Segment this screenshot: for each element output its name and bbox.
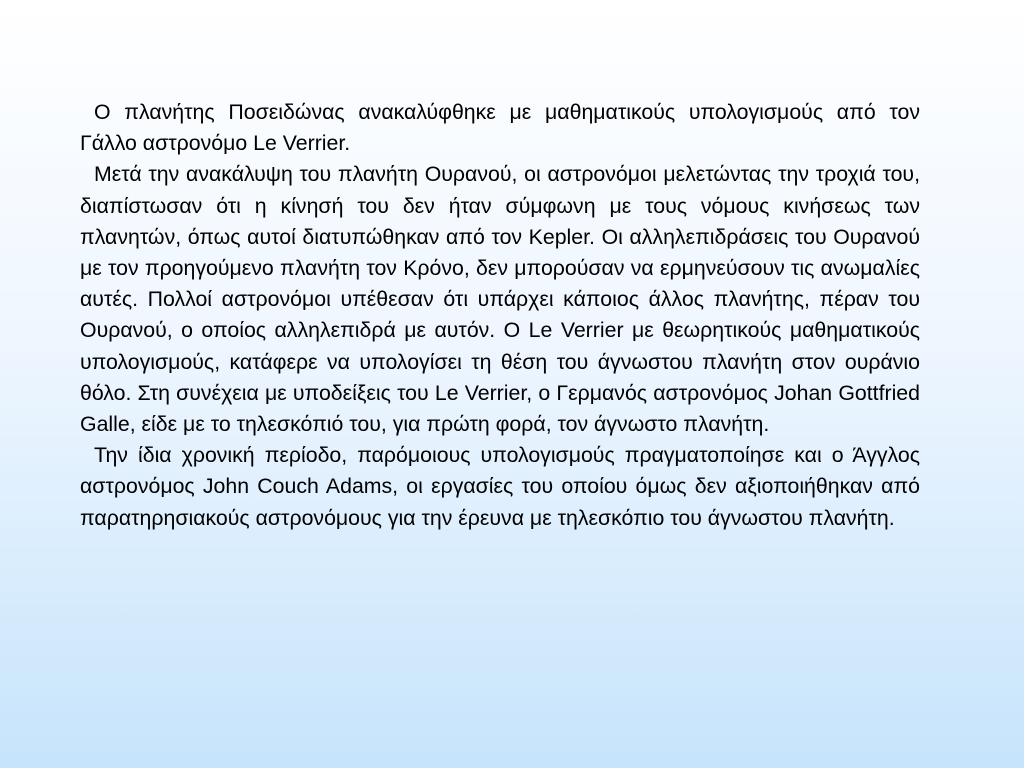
paragraph-adams-calculations: Την ίδια χρονική περίοδο, παρόμοιους υπολογισμούς πραγματοποίησε και ο Άγγλος αστρονόμος John Couch Adams, οι εργασίες του οποίου όμως δεν αξιοποιήθηκαν από παρατηρησιακούς αστρονόμους για την έρευνα με τηλεσκόπιο του άγνωστου πλανήτη. — [80, 443, 920, 530]
paragraph-uranus-anomalies: Μετά την ανακάλυψη του πλανήτη Ουρανού, οι αστρονόμοι μελετώντας την τροχιά του, διαπίστωσαν ότι η κίνησή του δεν ήταν σύμφωνη με τους νόμους κινήσεως των πλανητών, όπως αυτοί διατυπώθηκαν από τον Kepler. Οι αλληλεπιδράσεις του Ουρανού με τον προηγούμενο πλανήτη τον Κρόνο, δεν μπορούσαν να ερμηνεύσουν τις ανωμαλίες αυτές. Πολλοί αστρονόμοι υπέθεσαν ότι υπάρχει κάποιος άλλος πλανήτης, πέραν του Ουρανού, ο οποίος αλληλεπιδρά με αυτόν. Ο Le Verrier με θεωρητικούς μαθηματικούς υπολογισμούς, κατάφερε να υπολογίσει τη θέση του άγνωστου πλανήτη στον ουράνιο θόλο. Στη συνέχεια με υποδείξεις του Le Verrier, ο Γερμανός αστρονόμος Johan Gottfried Galle, είδε με το τηλεσκόπιό του, για πρώτη φορά, τον άγνωστο πλανήτη. — [80, 162, 920, 437]
paragraph-discovery-summary: Ο πλανήτης Ποσειδώνας ανακαλύφθηκε με μαθηματικούς υπολογισμούς από τον Γάλλο αστρονόμο Le Verrier. — [80, 100, 920, 156]
slide-text-block — [80, 97, 920, 534]
